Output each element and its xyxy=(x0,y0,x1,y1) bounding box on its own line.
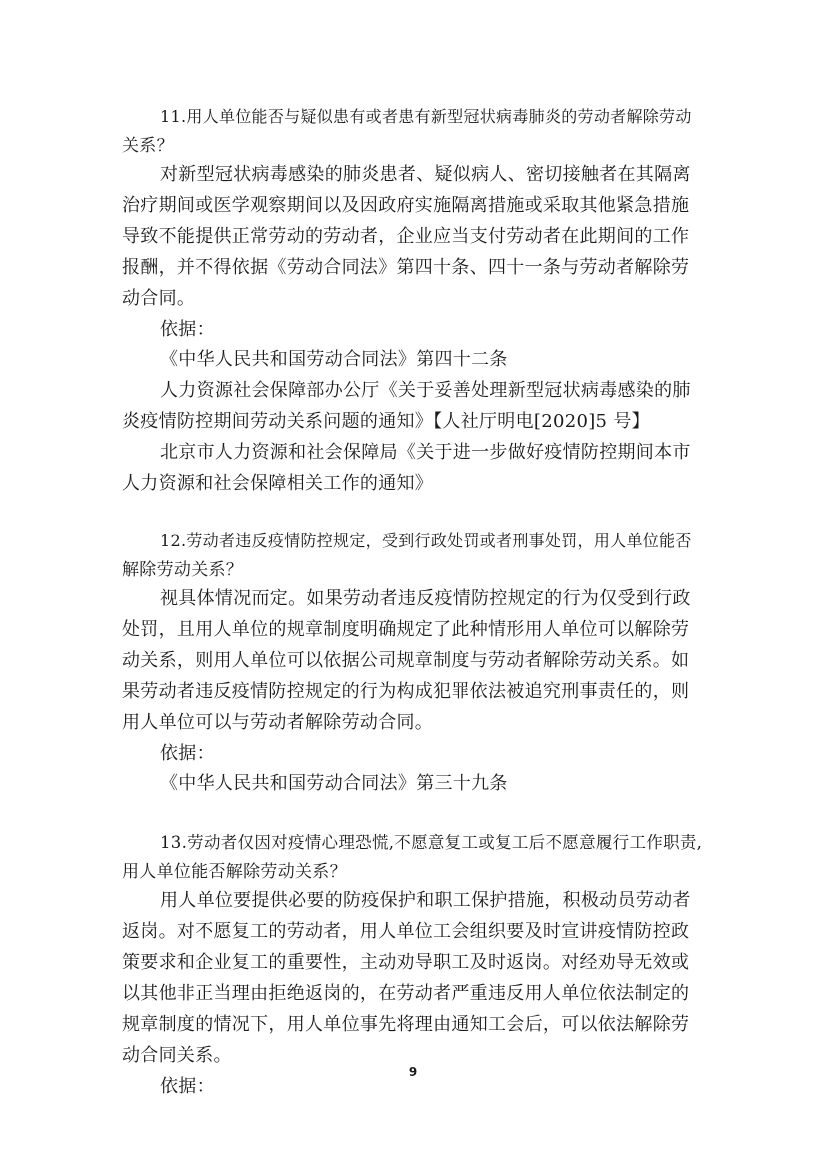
q11-answer-line5: 动合同。 xyxy=(122,288,196,309)
q11-basis-item: 人力资源社会保障部办公厅《关于妥善处理新型冠状病毒感染的肺 xyxy=(160,380,691,401)
q13-answer-line3: 策要求和企业复工的重要性，主动劝导职工及时返岗。对经劝导无效或 xyxy=(122,952,690,973)
q12-answer-line2: 处罚，且用人单位的规章制度明确规定了此种情形用人单位可以解除劳 xyxy=(122,619,690,640)
q13-title-line2: 用人单位能否解除劳动关系？ xyxy=(122,862,347,882)
q11-title-line1: 11.用人单位能否与疑似患有或者患有新型冠状病毒肺炎的劳动者解除劳动 xyxy=(160,107,692,126)
q11-basis-item: 《中华人民共和国劳动合同法》第四十二条 xyxy=(160,349,508,370)
q12-title-line2: 解除劳动关系？ xyxy=(122,560,244,580)
q13-answer-line6: 动合同关系。 xyxy=(122,1045,232,1066)
q12-basis-item: 《中华人民共和国劳动合同法》第三十九条 xyxy=(160,773,508,794)
q12-basis-label: 依据： xyxy=(160,743,215,764)
q11-basis-label: 依据： xyxy=(160,319,215,340)
q11-basis-item: 人力资源和社会保障相关工作的通知》 xyxy=(122,473,434,494)
q12-answer-line4: 果劳动者违反疫情防控规定的行为构成犯罪依法被追究刑事责任的，则 xyxy=(122,681,690,702)
q13-basis-label: 依据： xyxy=(160,1076,215,1097)
q12-title-line1: 12.劳动者违反疫情防控规定，受到行政处罚或者刑事处罚，用人单位能否 xyxy=(160,531,692,550)
q11-basis-item: 北京市人力资源和社会保障局《关于进一步做好疫情防控期间本市 xyxy=(160,442,691,463)
q12-answer-line5: 用人单位可以与劳动者解除劳动合同。 xyxy=(122,712,434,733)
q11-answer-line3: 导致不能提供正常劳动的劳动者，企业应当支付劳动者在此期间的工作 xyxy=(122,226,690,247)
q13-answer-line1: 用人单位要提供必要的防疫保护和职工保护措施，积极动员劳动者 xyxy=(160,890,691,911)
q13-answer-line4: 以其他非正当理由拒绝返岗的，在劳动者严重违反用人单位依法制定的 xyxy=(122,983,690,1004)
q11-basis-item: 炎疫情防控期间劳动关系问题的通知》【人社厅明电[2020]5 号】 xyxy=(122,411,650,432)
q12-answer-line1: 视具体情况而定。如果劳动者违反疫情防控规定的行为仅受到行政 xyxy=(160,588,691,609)
q11-title-line2: 关系？ xyxy=(122,136,174,156)
q11-answer-line1: 对新型冠状病毒感染的肺炎患者、疑似病人、密切接触者在其隔离 xyxy=(160,164,691,185)
q12-answer-line3: 动关系，则用人单位可以依据公司规章制度与劳动者解除劳动关系。如 xyxy=(122,650,690,671)
page-number: 9 xyxy=(408,1065,418,1079)
q13-answer-line2: 返岗。对不愿复工的劳动者，用人单位工会组织要及时宣讲疫情防控政 xyxy=(122,921,690,942)
q11-answer-line4: 报酬，并不得依据《劳动合同法》第四十条、四十一条与劳动者解除劳 xyxy=(122,257,690,278)
q13-answer-line5: 规章制度的情况下，用人单位事先将理由通知工会后，可以依法解除劳 xyxy=(122,1014,690,1035)
q13-title-line1: 13.劳动者仅因对疫情心理恐慌,不愿意复工或复工后不愿意履行工作职责, xyxy=(160,833,703,852)
q11-answer-line2: 治疗期间或医学观察期间以及因政府实施隔离措施或采取其他紧急措施 xyxy=(122,195,690,216)
